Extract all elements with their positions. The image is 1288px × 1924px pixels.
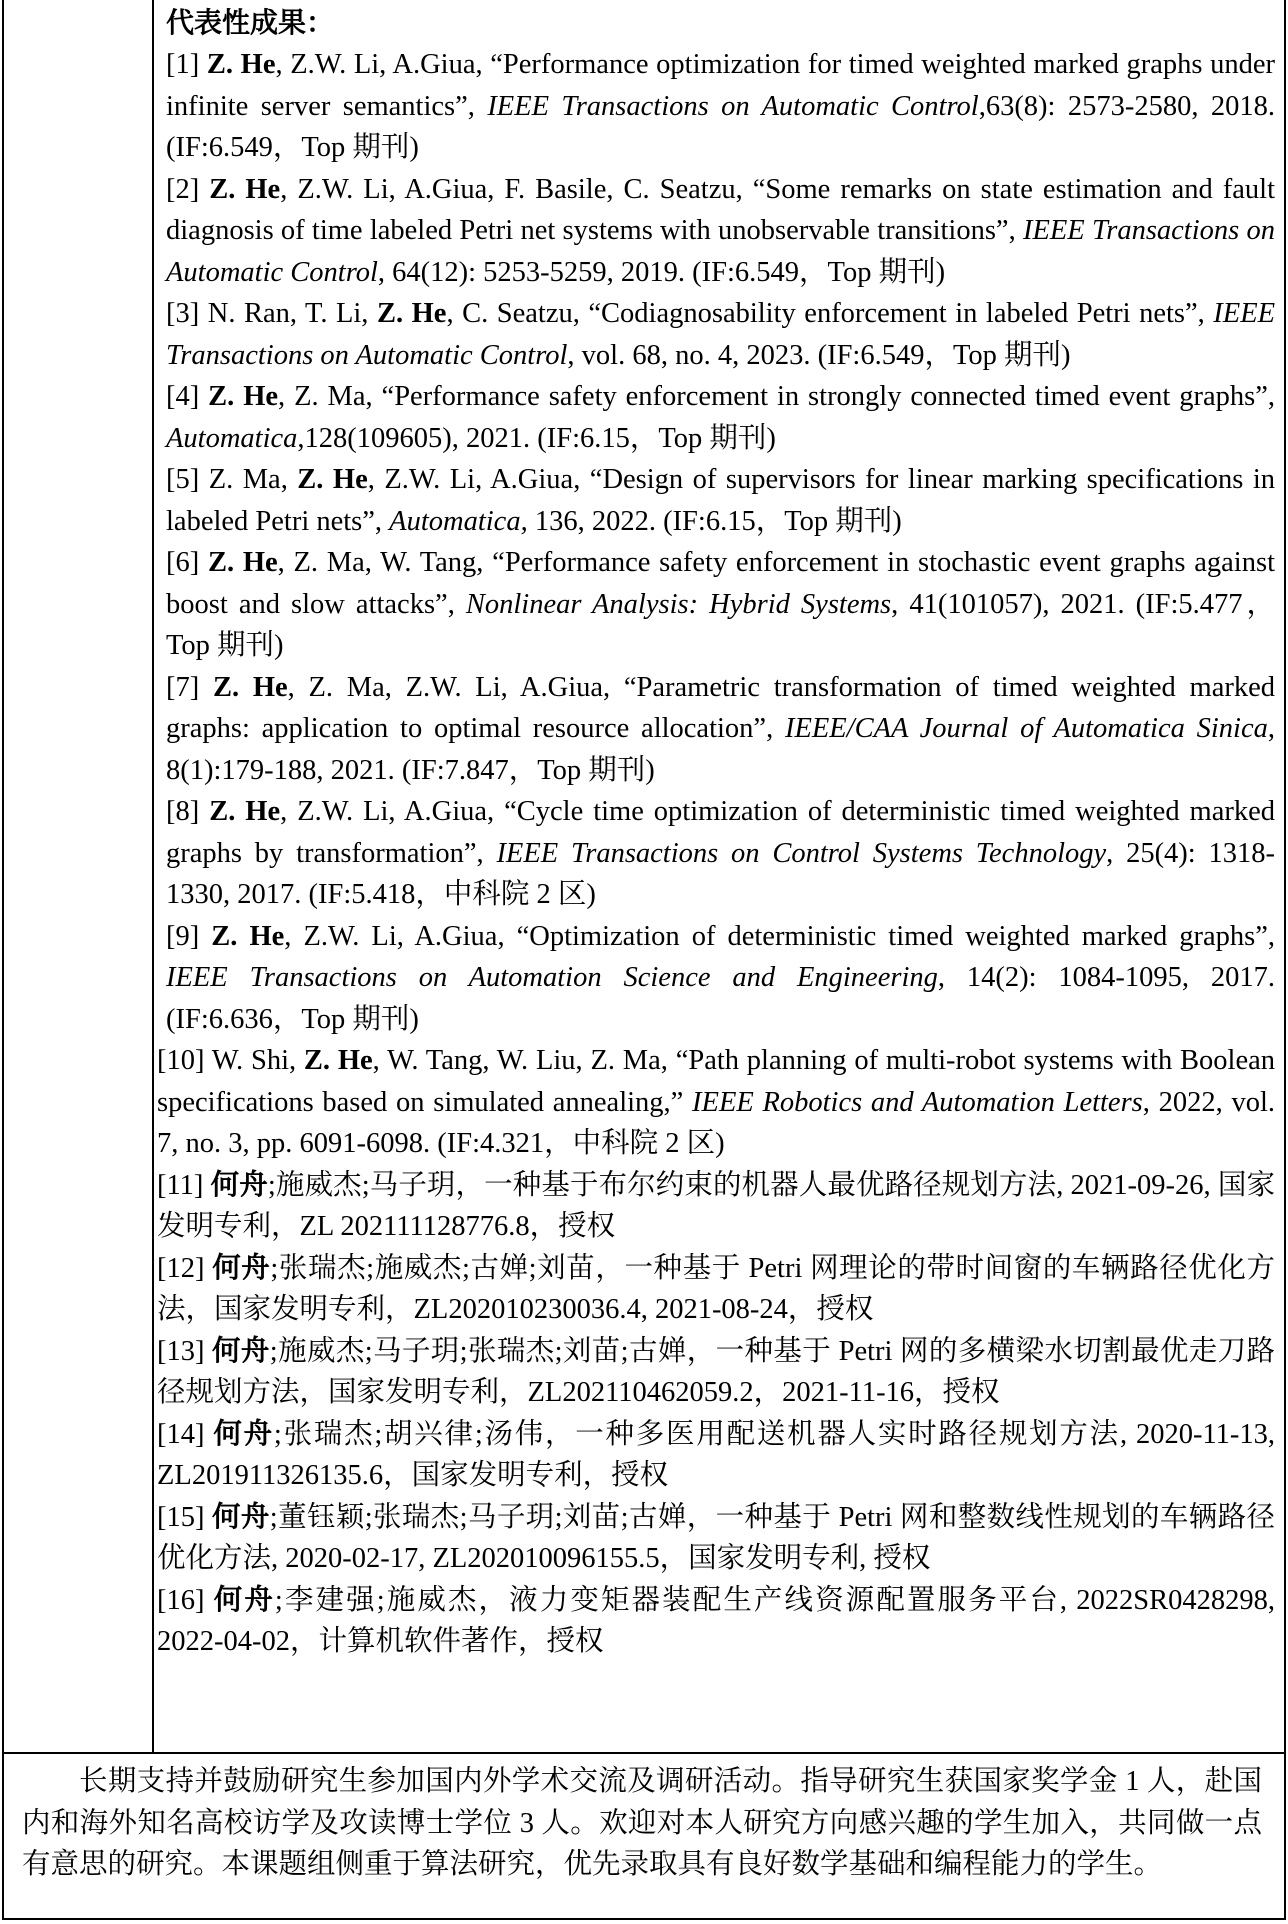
publication-title: , Z.W. Li, A.Giua, “Cycle time optimization of deterministic timed weighted marked graphs by transformation”,	[166, 796, 1275, 869]
publication-details: , 2022, vol. 7, no. 3, pp. 6091-6098. (IF:4.321，中科院 2 区)	[157, 1086, 1275, 1159]
publication-number: [15]	[157, 1501, 212, 1533]
publication-title: , W. Tang, W. Liu, Z. Ma, “Path planning of multi-robot systems with Boolean specifications based on simulated annealing,”	[157, 1045, 1275, 1118]
publication-item	[157, 1248, 1275, 1331]
publication-venue: IEEE Transactions on Control Systems Technology	[496, 837, 1107, 869]
publication-details: ,63(8): 2573-2580, 2018. (IF:6.549，Top 期刊)	[166, 90, 1276, 163]
publication-item	[157, 169, 1275, 294]
publication-number: [6]	[166, 547, 208, 578]
publication-lead-author: Z. He	[211, 920, 285, 952]
publication-details: , 14(2): 1084-1095, 2017. (IF:6.636，Top 期刊)	[166, 962, 1276, 1035]
publication-item	[157, 667, 1275, 792]
publication-number: [2]	[166, 173, 210, 205]
publication-venue: IEEE Transactions on Automatic Control	[487, 90, 979, 122]
publication-title: , Z.W. Li, A.Giua, F. Basile, C. Seatzu, “Some remarks on state estimation and fault diagnosis of time labeled Petri net systems with unobservable transitions”,	[166, 173, 1276, 246]
publication-item	[157, 916, 1275, 1041]
publication-lead-author: 何舟	[212, 1252, 271, 1284]
publication-venue: Nonlinear Analysis: Hybrid Systems	[465, 588, 892, 620]
publication-number: [16]	[157, 1584, 214, 1616]
section-heading: 代表性成果：	[166, 8, 335, 39]
publication-lead-author: Z. He	[209, 796, 281, 827]
table-border-divider	[152, 0, 154, 1752]
publication-title: , Z. Ma, Z.W. Li, A.Giua, “Parametric transformation of timed weighted marked graphs: application to optimal resource allocation”,	[166, 671, 1275, 744]
publication-lead-author: 何舟	[212, 1501, 270, 1533]
publication-number: [14]	[157, 1418, 214, 1450]
publication-lead-author: Z. He	[376, 298, 447, 329]
publication-lead-author: Z. He	[303, 1045, 373, 1076]
table-border-bottom	[2, 1918, 1286, 1920]
publication-number: [12]	[157, 1252, 213, 1284]
publication-title: ;董钰颖;张瑞杰;马子玥;刘苗;古婵，一种基于 Petri 网和整数线性规划的车辆路径优化方法, 2020-02-17, ZL202010096155.5，国家发明专利, 授权	[157, 1501, 1275, 1574]
publication-title: ;张瑞杰;胡兴律;汤伟，一种多医用配送机器人实时路径规划方法, 2020-11-13, ZL201911326135.6，国家发明专利，授权	[157, 1418, 1275, 1491]
table-border-right	[1284, 0, 1286, 1920]
publication-venue: IEEE Transactions on Automatic Control	[166, 298, 1276, 371]
publication-lead-author: Z. He	[206, 49, 276, 80]
table-border-left	[2, 0, 4, 1920]
publication-venue: IEEE/CAA Journal of Automatica Sinica	[784, 713, 1268, 744]
publication-details: , 25(4): 1318-1330, 2017. (IF:5.418，中科院 2 区)	[166, 837, 1275, 910]
publication-title: ;施威杰;马子玥，一种基于布尔约束的机器人最优路径规划方法, 2021-09-26, 国家发明专利，ZL 202111128776.8，授权	[157, 1169, 1275, 1242]
publication-title: ;施威杰;马子玥;张瑞杰;刘苗;古婵，一种基于 Petri 网的多横梁水切割最优走刀路径规划方法，国家发明专利，ZL202110462059.2，2021-11-16，授权	[157, 1335, 1275, 1408]
publication-coauthors: W. Shi,	[211, 1045, 304, 1076]
publication-lead-author: Z. He	[208, 381, 279, 412]
publication-lead-author: Z. He	[212, 671, 288, 703]
publication-item	[157, 1331, 1275, 1414]
publication-lead-author: Z. He	[207, 547, 278, 578]
publication-number: [11]	[157, 1169, 211, 1201]
publication-item	[157, 1165, 1275, 1248]
publication-title: , Z. Ma, “Performance safety enforcement in strongly connected timed event graphs”,	[278, 381, 1276, 412]
publication-details: , 64(12): 5253-5259, 2019. (IF:6.549，Top 期刊)	[377, 256, 946, 288]
publication-number: [13]	[157, 1335, 212, 1367]
publication-title: , C. Seatzu, “Codiagnosability enforcement in labeled Petri nets”,	[446, 298, 1214, 329]
publication-number: [1]	[166, 49, 207, 80]
publication-item	[157, 1497, 1275, 1580]
publication-venue: IEEE Robotics and Automation Letters	[692, 1086, 1143, 1118]
publication-item	[157, 293, 1275, 376]
publication-item	[157, 1414, 1275, 1497]
publication-details: ,128(109605), 2021. (IF:6.15，Top 期刊)	[297, 422, 776, 454]
publication-item	[157, 791, 1275, 916]
publication-number: [7]	[166, 671, 213, 703]
publication-item	[157, 1040, 1275, 1165]
publication-item	[157, 1580, 1275, 1663]
publication-coauthors: N. Ran, T. Li,	[207, 298, 377, 329]
publication-title: ;李建强;施威杰，液力变矩器装配生产线资源配置服务平台, 2022SR0428298, 2022-04-02，计算机软件著作，授权	[157, 1584, 1275, 1657]
publication-venue: Automatica,	[389, 505, 528, 537]
publication-details: , 41(101057), 2021. (IF:5.477，Top 期刊)	[166, 588, 1275, 661]
publication-number: [8]	[166, 796, 210, 827]
publications-cell	[157, 2, 1275, 1663]
publication-details: 136, 2022. (IF:6.15，Top 期刊)	[527, 505, 902, 537]
publication-title: , Z.W. Li, A.Giua, “Performance optimization for timed weighted marked graphs under infinite server semantics”,	[166, 49, 1276, 122]
publication-number: [10]	[157, 1045, 212, 1076]
publication-lead-author: 何舟	[213, 1418, 274, 1450]
publication-number: [3]	[166, 298, 208, 329]
publication-item	[157, 542, 1275, 667]
publication-details: , 8(1):179-188, 2021. (IF:7.847，Top 期刊)	[166, 713, 1275, 786]
publication-number: [5]	[166, 464, 209, 495]
publication-item	[157, 44, 1275, 169]
publication-number: [9]	[166, 920, 212, 952]
table-border-middle	[2, 1752, 1286, 1754]
publication-title: , Z.W. Li, A.Giua, “Optimization of deterministic timed weighted marked graphs”,	[284, 920, 1276, 952]
publication-title: , Z.W. Li, A.Giua, “Design of supervisors for linear marking specifications in labeled Petri nets”,	[166, 464, 1275, 537]
publication-number: [4]	[166, 381, 209, 412]
publication-list	[157, 44, 1275, 1663]
publication-lead-author: 何舟	[210, 1169, 268, 1201]
publication-lead-author: 何舟	[213, 1584, 275, 1616]
publication-title: , Z. Ma, W. Tang, “Performance safety enforcement in stochastic event graphs against boost and slow attacks”,	[166, 547, 1275, 620]
publication-item	[157, 459, 1275, 542]
publication-lead-author: Z. He	[297, 464, 368, 495]
publication-details: , vol. 68, no. 4, 2023. (IF:6.549，Top 期刊)	[567, 339, 1071, 371]
publication-venue: Automatica	[166, 422, 298, 454]
publication-lead-author: 何舟	[212, 1335, 270, 1367]
publication-venue: IEEE Transactions on Automatic Control	[166, 215, 1275, 288]
publication-title: ;张瑞杰;施威杰;古婵;刘苗，一种基于 Petri 网理论的带时间窗的车辆路径优化方法，国家发明专利，ZL202010230036.4, 2021-08-24，授权	[157, 1252, 1275, 1325]
publication-lead-author: Z. He	[209, 173, 281, 205]
student-support-paragraph: 长期支持并鼓励研究生参加国内外学术交流及调研活动。指导研究生获国家奖学金 1 人，赴国内和海外知名高校访学及攻读博士学位 3 人。欢迎对本人研究方向感兴趣的学生加入，共同做一点有意思的研究。本课题组侧重于算法研究，优先录取具有良好数学基础和编程能力的学生。	[22, 1766, 1262, 1880]
publication-venue: IEEE Transactions on Automation Science and Engineering	[166, 962, 938, 993]
publication-item	[157, 376, 1275, 459]
publication-coauthors: Z. Ma,	[208, 464, 298, 495]
